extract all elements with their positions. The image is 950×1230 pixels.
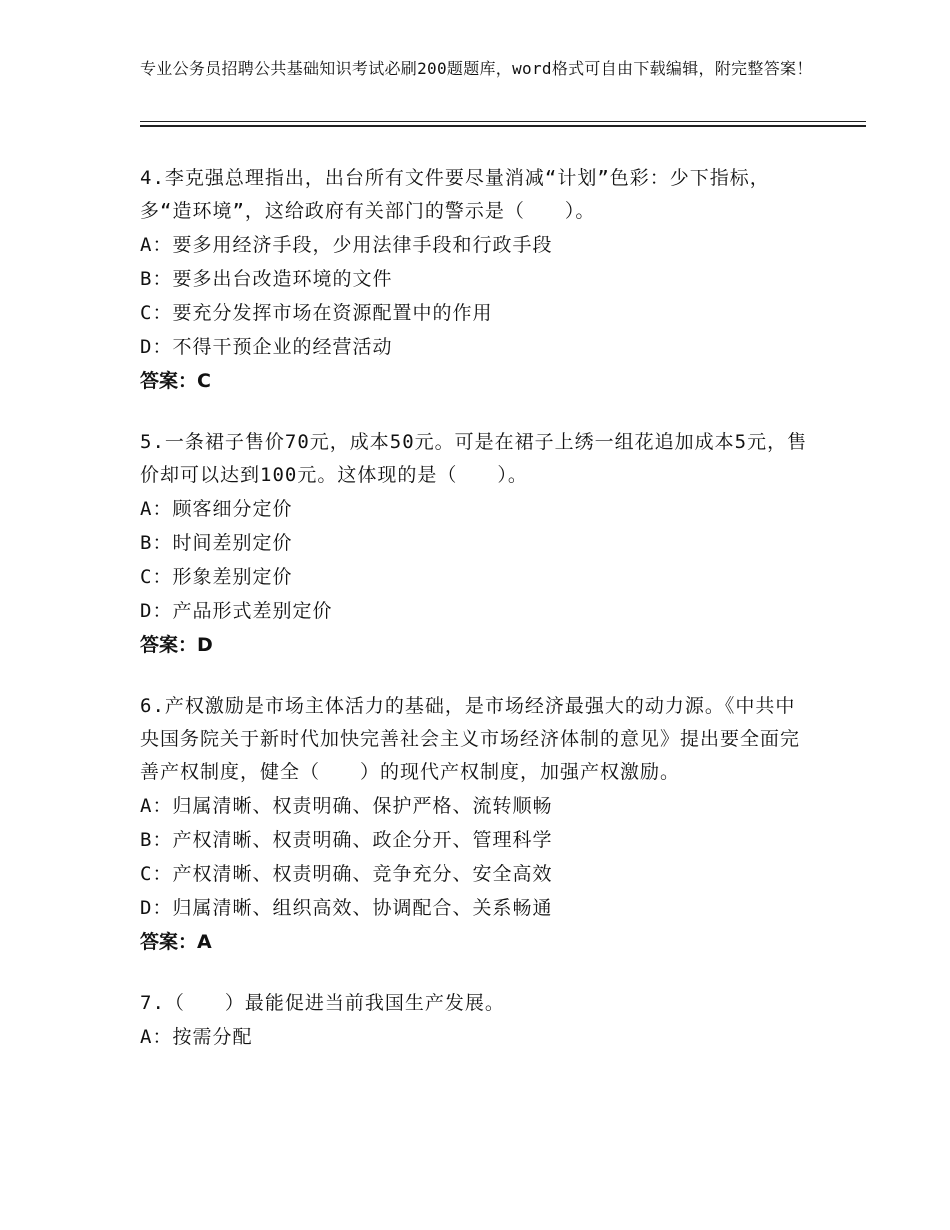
answer-line: 答案：A <box>140 931 212 953</box>
page-header: 专业公务员招聘公共基础知识考试必刷200题题库，word格式可自由下载编辑，附完整答案！ <box>140 59 813 78</box>
option-b: B：时间差别定价 <box>140 532 293 554</box>
question-item <box>140 987 812 1054</box>
question-item <box>140 162 812 398</box>
header-divider <box>140 121 866 122</box>
question-item <box>140 426 812 662</box>
option-a: A：归属清晰、权责明确、保护严格、流转顺畅 <box>140 795 553 817</box>
question-stem: 7.（ ）最能促进当前我国生产发展。 <box>140 992 505 1014</box>
question-item <box>140 690 812 959</box>
option-d: D：归属清晰、组织高效、协调配合、关系畅通 <box>140 897 553 919</box>
answer-line: 答案：D <box>140 634 213 656</box>
option-c: C：形象差别定价 <box>140 566 293 588</box>
question-stem: 4.李克强总理指出，出台所有文件要尽量消减“计划”色彩：少下指标，多“造环境”，这给政府有关部门的警示是（ ）。 <box>140 167 770 222</box>
header-divider-thick <box>140 125 866 127</box>
option-b: B：要多出台改造环境的文件 <box>140 268 393 290</box>
option-a: A：按需分配 <box>140 1026 253 1048</box>
option-b: B：产权清晰、权责明确、政企分开、管理科学 <box>140 829 553 851</box>
option-c: C：产权清晰、权责明确、竞争充分、安全高效 <box>140 863 553 885</box>
question-stem: 6.产权激励是市场主体活力的基础，是市场经济最强大的动力源。《中共中央国务院关于新时代加快完善社会主义市场经济体制的意见》提出要全面完善产权制度，健全（ ）的现代产权制度，加强产权激励。 <box>140 695 801 783</box>
question-list <box>140 162 812 1082</box>
option-d: D：不得干预企业的经营活动 <box>140 336 393 358</box>
option-d: D：产品形式差别定价 <box>140 600 333 622</box>
answer-line: 答案：C <box>140 370 211 392</box>
option-a: A：顾客细分定价 <box>140 498 293 520</box>
option-c: C：要充分发挥市场在资源配置中的作用 <box>140 302 493 324</box>
option-a: A：要多用经济手段，少用法律手段和行政手段 <box>140 234 553 256</box>
question-stem: 5.一条裙子售价70元，成本50元。可是在裙子上绣一组花追加成本5元，售价却可以达到100元。这体现的是（ ）。 <box>140 431 808 486</box>
